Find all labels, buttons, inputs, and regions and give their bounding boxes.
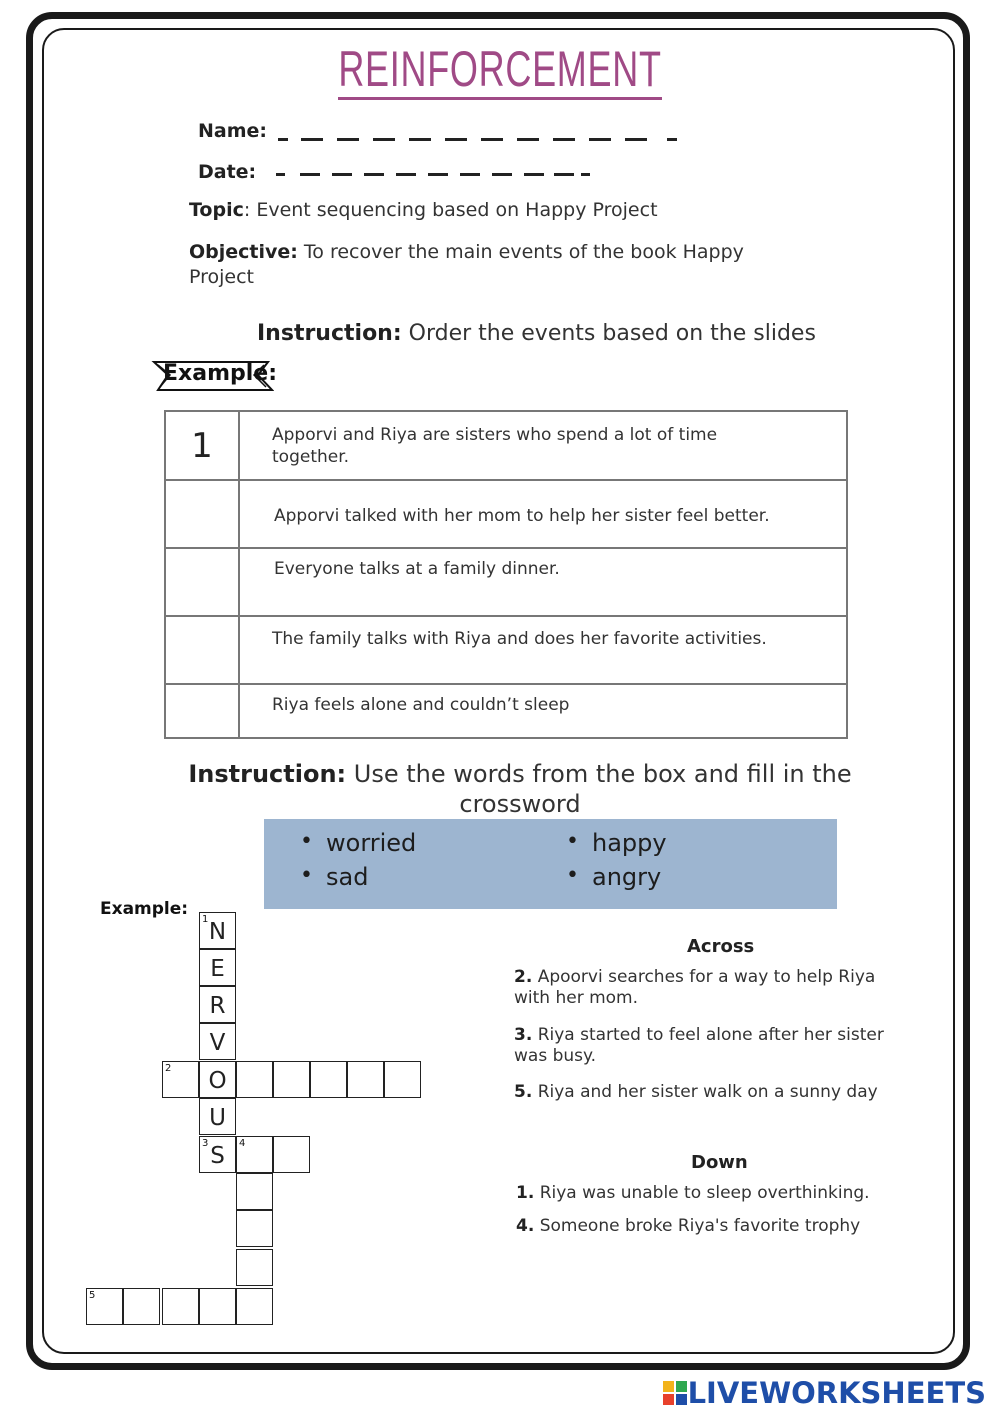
event-text-4: The family talks with Riya and does her favorite activities. <box>239 616 847 684</box>
instruction-2-text-2: crossword <box>459 790 581 818</box>
event-text-2: Apporvi talked with her mom to help her sister feel better. <box>239 480 847 548</box>
crossword-cell[interactable] <box>199 912 236 949</box>
objective-label: Objective: <box>189 241 298 263</box>
word-bank-item: • happy <box>592 829 667 857</box>
cell-letter: R <box>209 993 226 1019</box>
clue-num: 2. <box>514 967 533 987</box>
event-text-1 <box>239 411 847 480</box>
worksheet-title: REINFORCEMENT <box>140 40 860 98</box>
example-banner-label: Example: <box>163 361 277 386</box>
liveworksheets-logo-icon <box>662 1380 688 1406</box>
down-clue <box>516 1216 860 1237</box>
cell-letter: V <box>209 1030 226 1056</box>
cell-letter: U <box>209 1105 226 1131</box>
clue-text: Riya and her sister walk on a sunny day <box>532 1082 878 1102</box>
event-text-5: Riya feels alone and couldn’t sleep <box>239 684 847 738</box>
word-bank-item: • worried <box>326 829 416 857</box>
crossword-cell[interactable] <box>199 1136 236 1173</box>
crossword-cell[interactable] <box>310 1061 347 1098</box>
clue-text: Riya was unable to sleep overthinking. <box>534 1183 870 1203</box>
clue-number: 5 <box>89 1290 96 1301</box>
word-bank-item: • sad <box>326 863 368 891</box>
clue-num: 1. <box>516 1183 535 1203</box>
topic-text: : Event sequencing based on Happy Project <box>243 199 658 221</box>
crossword-cell[interactable] <box>273 1061 310 1098</box>
clue-number: 2 <box>165 1063 172 1074</box>
event-text-1-line-1: Apporvi and Riya are sisters who spend a lot of time <box>272 425 718 445</box>
objective-text-1: To recover the main events of the book Happy <box>297 241 744 263</box>
instruction-2 <box>160 759 880 819</box>
instruction-1-text: Order the events based on the slides <box>401 321 816 346</box>
cell-letter: E <box>210 956 225 982</box>
event-row-3 <box>165 548 847 616</box>
topic-line <box>189 198 658 223</box>
instruction-1-label: Instruction: <box>257 321 402 346</box>
across-clue <box>514 1025 884 1067</box>
liveworksheets-brand <box>662 1376 986 1410</box>
date-input-line[interactable] <box>276 168 596 188</box>
event-text-3: Everyone talks at a family dinner. <box>239 548 847 616</box>
crossword-cell[interactable] <box>236 1173 273 1210</box>
crossword-cell[interactable] <box>236 1288 273 1325</box>
event-row-2 <box>165 480 847 548</box>
cell-letter: N <box>208 919 227 945</box>
instruction-1 <box>257 321 816 346</box>
cell-letter: O <box>208 1068 227 1094</box>
down-heading: Down <box>691 1152 748 1173</box>
event-number-2[interactable] <box>165 480 239 548</box>
event-number-4[interactable] <box>165 616 239 684</box>
crossword-cell[interactable] <box>236 1210 273 1247</box>
crossword-cell[interactable] <box>199 1061 236 1098</box>
clue-number: 4 <box>239 1138 246 1149</box>
crossword-cell[interactable] <box>86 1288 123 1325</box>
objective-line <box>189 240 829 290</box>
crossword-cell[interactable] <box>199 949 236 986</box>
instruction-2-text-1: Use the words from the box and fill in the <box>346 760 852 788</box>
event-number-5[interactable] <box>165 684 239 738</box>
crossword-cell[interactable] <box>236 1249 273 1286</box>
name-input-line[interactable] <box>278 130 688 150</box>
instruction-2-label: Instruction: <box>188 760 347 788</box>
clue-text: Apoorvi searches for a way to help Riya <box>532 967 876 987</box>
event-row-5 <box>165 684 847 738</box>
crossword-cell[interactable] <box>199 1098 236 1135</box>
name-label: Name: <box>198 120 268 142</box>
topic-label: Topic <box>189 199 244 221</box>
crossword-cell[interactable] <box>199 1023 236 1060</box>
crossword-cell[interactable] <box>384 1061 421 1098</box>
clue-text: Someone broke Riya's favorite trophy <box>534 1216 861 1236</box>
event-number-1[interactable]: 1 <box>165 411 239 480</box>
event-row-4 <box>165 616 847 684</box>
crossword-cell[interactable] <box>199 986 236 1023</box>
crossword-cell[interactable] <box>347 1061 384 1098</box>
date-label: Date: <box>198 161 257 183</box>
crossword-cell[interactable] <box>236 1136 273 1173</box>
event-row-1 <box>165 411 847 480</box>
clue-text-cont: with her mom. <box>514 988 639 1008</box>
across-heading: Across <box>687 936 755 957</box>
clue-text: Riya started to feel alone after her sister <box>532 1025 884 1045</box>
objective-text-2: Project <box>189 266 255 288</box>
clue-number: 1 <box>202 914 209 925</box>
liveworksheets-wordmark: LIVEWORKSHEETS <box>687 1376 986 1410</box>
across-clue <box>514 967 875 1009</box>
event-text-1-line-2: together. <box>272 447 350 467</box>
crossword-cell[interactable] <box>199 1288 236 1325</box>
events-table <box>164 410 848 739</box>
event-number-3[interactable] <box>165 548 239 616</box>
word-bank-item: • angry <box>592 863 661 891</box>
down-clue <box>516 1183 870 1204</box>
across-clue <box>514 1082 878 1103</box>
crossword-cell[interactable] <box>123 1288 160 1325</box>
crossword-cell[interactable] <box>162 1288 199 1325</box>
crossword-example-label: Example: <box>100 899 189 919</box>
clue-number: 3 <box>202 1138 209 1149</box>
clue-num: 3. <box>514 1025 533 1045</box>
clue-num: 4. <box>516 1216 535 1236</box>
clue-text-cont: was busy. <box>514 1046 597 1066</box>
crossword-cell[interactable] <box>162 1061 199 1098</box>
crossword-cell[interactable] <box>273 1136 310 1173</box>
clue-num: 5. <box>514 1082 533 1102</box>
cell-letter: S <box>210 1143 225 1169</box>
crossword-cell[interactable] <box>236 1061 273 1098</box>
